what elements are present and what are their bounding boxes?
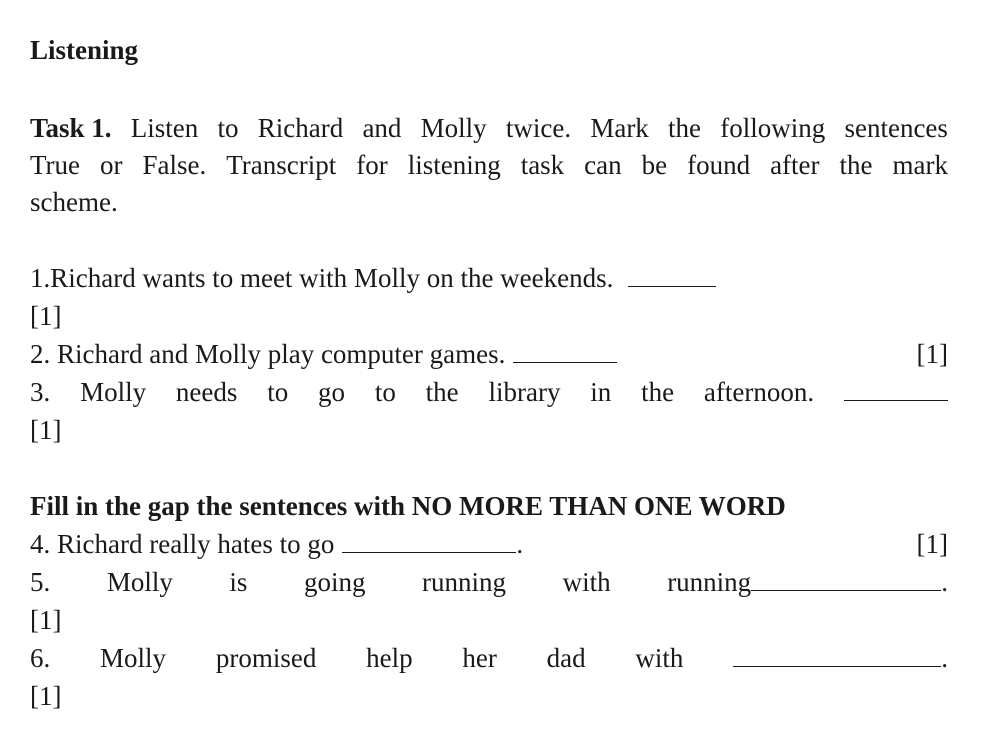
word: to	[374, 377, 396, 407]
word: for	[356, 150, 388, 180]
word: found	[687, 150, 751, 180]
question-text: 4. Richard really hates to go	[30, 529, 335, 559]
word: Molly	[106, 567, 173, 597]
answer-blank-6[interactable]	[733, 644, 941, 667]
word: task	[520, 150, 565, 180]
question-5	[30, 564, 948, 600]
word: afternoon.	[703, 377, 815, 407]
word: with	[635, 643, 684, 673]
answer-blank-3[interactable]	[844, 378, 948, 401]
mark-5: [1]	[30, 605, 62, 635]
word: the	[641, 377, 675, 407]
question-2	[30, 336, 948, 372]
word: listening	[407, 150, 501, 180]
answer-blank-2[interactable]	[513, 340, 617, 363]
word: her	[462, 643, 497, 673]
mark-3: [1]	[30, 415, 62, 445]
word: be	[641, 150, 668, 180]
word: the	[668, 113, 702, 143]
task1-label: Task 1.	[30, 113, 112, 143]
word: Molly	[80, 377, 147, 407]
page-title: Listening	[30, 35, 139, 65]
word: the	[839, 150, 873, 180]
question-4	[30, 526, 948, 562]
task1-line-1	[30, 110, 948, 146]
word: False.	[142, 150, 207, 180]
word: and	[362, 113, 402, 143]
task1-line-3: scheme.	[30, 187, 118, 217]
word: promised	[215, 643, 317, 673]
mark-2: [1]	[916, 339, 948, 369]
word: 5.	[30, 567, 51, 597]
word: following	[720, 113, 826, 143]
word: Listen	[130, 113, 199, 143]
period: .	[516, 529, 524, 559]
word: is	[229, 567, 248, 597]
question-1	[30, 260, 948, 296]
word: in	[590, 377, 612, 407]
mark-4: [1]	[916, 529, 948, 559]
word: dad	[546, 643, 586, 673]
question-6	[30, 640, 948, 676]
period: .	[941, 567, 948, 597]
word: Richard	[257, 113, 344, 143]
answer-blank-1[interactable]	[628, 264, 716, 287]
word: needs	[175, 377, 238, 407]
word: after	[770, 150, 820, 180]
question-text: 1.Richard wants to meet with Molly on the weekends.	[30, 263, 614, 293]
word: running	[667, 567, 752, 597]
word: twice.	[505, 113, 572, 143]
word: 6.	[30, 643, 51, 673]
word: can	[584, 150, 622, 180]
word: library	[488, 377, 561, 407]
mark-6: [1]	[30, 681, 62, 711]
mark-1: [1]	[30, 301, 62, 331]
word: Transcript	[226, 150, 337, 180]
word: with	[562, 567, 611, 597]
word: help	[366, 643, 413, 673]
question-text: 2. Richard and Molly play computer games.	[30, 339, 506, 369]
word: mark	[892, 150, 948, 180]
word: True	[30, 150, 81, 180]
word: going	[303, 567, 366, 597]
task1-line-2	[30, 147, 948, 183]
word: running	[422, 567, 507, 597]
word: Molly	[100, 643, 167, 673]
word: or	[100, 150, 123, 180]
word: sentences	[844, 113, 948, 143]
word: to	[267, 377, 289, 407]
word: Molly	[420, 113, 487, 143]
word: to	[217, 113, 239, 143]
section-heading: Fill in the gap the sentences with NO MORE THAN ONE WORD	[30, 491, 786, 521]
word: the	[425, 377, 459, 407]
answer-blank-4[interactable]	[342, 530, 516, 553]
word: 3.	[30, 377, 51, 407]
period: .	[941, 643, 948, 673]
word: go	[318, 377, 346, 407]
word: Mark	[590, 113, 649, 143]
question-3	[30, 374, 948, 410]
answer-blank-5[interactable]	[751, 568, 941, 591]
